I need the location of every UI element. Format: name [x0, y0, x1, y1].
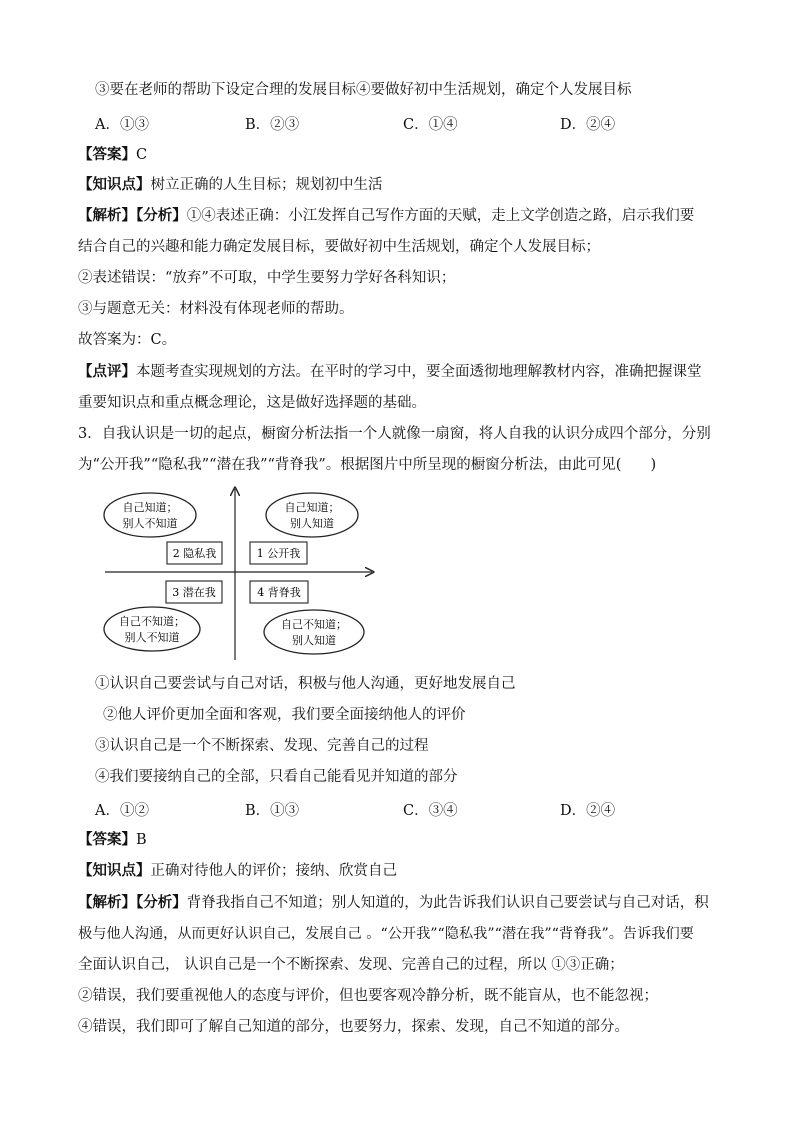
box-private-self [167, 542, 222, 564]
q3-answer [78, 830, 147, 850]
box-back-label: 4 背脊我 [257, 586, 301, 599]
ellipse-top-left [104, 493, 196, 537]
q3-knowledge-point [78, 861, 397, 881]
q2-analysis-line-1 [78, 206, 694, 226]
q3-analysis-line-3: 全面认识自己， 认识自己是一个不断探索、发现、完善自己的过程，所以 ①③正确； [78, 957, 624, 973]
answer-value: C [136, 147, 148, 163]
q3-statement-4: ④我们要接纳自己的全部，只看自己能看见并知道的部分 [95, 769, 458, 785]
box-back-self [250, 581, 308, 603]
q3-statement-1: ①认识自己要尝试与自己对话，积极与他人沟通，更好地发展自己 [95, 676, 516, 692]
ellipse-bottom-right [264, 610, 364, 654]
ellipse-bottom-left [104, 607, 200, 651]
ellipse-top-left-line-1: 自己知道； [122, 501, 178, 514]
ellipse-top-right [266, 493, 358, 537]
ellipse-bottom-left-line-1: 自己不知道； [119, 615, 185, 628]
q3-statement-2: ②他人评价更加全面和客观，我们要全面接纳他人的评价 [103, 707, 466, 723]
statement-3-4: ③要在老师的帮助下设定合理的发展目标④要做好初中生活规划，确定个人发展目标 [95, 82, 632, 98]
ellipse-bottom-right-line-1: 自己不知道； [281, 618, 347, 631]
analysis-tag: 【解析】【分析】 [78, 894, 187, 911]
q2-analysis-line-2: 结合自己的兴趣和能力确定发展目标，要做好初中生活规划，确定个人发展目标； [78, 239, 600, 255]
q2-conclusion: 故答案为：C。 [78, 332, 177, 348]
answer-tag: 【答案】 [78, 146, 136, 163]
q3-analysis-line-1 [78, 893, 709, 913]
q2-analysis-line-3: ②表述错误：“放弃”不可取，中学生要努力学好各科知识； [78, 270, 456, 286]
q3-option-a[interactable]: A．①② [95, 803, 149, 819]
q2-option-b[interactable]: B．②③ [245, 117, 300, 133]
ellipse-bottom-left-line-2: 别人不知道 [124, 631, 180, 644]
q2-analysis-line-4: ③与题意无关：材料没有体现老师的帮助。 [78, 301, 354, 317]
q3-option-b[interactable]: B．①③ [245, 803, 300, 819]
q3-option-c[interactable]: C．③④ [403, 803, 458, 819]
ellipse-top-right-line-2: 别人知道 [290, 517, 334, 530]
box-public-label: 1 公开我 [256, 547, 301, 560]
q3-stem-line-1: 3．自我认识是一切的起点，橱窗分析法指一个人就像一扇窗，将人自我的认识分成四个部分，分别 [78, 426, 711, 442]
q3-analysis-line-4: ②错误，我们要重视他人的态度与评价，但也要客观冷静分析，既不能盲从，也不能忽视； [78, 988, 658, 1004]
knowledge-tag: 【知识点】 [78, 176, 151, 193]
q2-comment-line-1 [78, 362, 702, 382]
analysis-tag: 【解析】【分析】 [78, 207, 187, 224]
q3-statement-3: ③认识自己是一个不断探索、发现、完善自己的过程 [95, 738, 429, 754]
q2-option-c[interactable]: C．①④ [403, 117, 458, 133]
analysis-text: ①④表述正确：小江发挥自己写作方面的天赋，走上文学创造之路，启示我们要 [186, 208, 695, 224]
q2-comment-line-2: 重要知识点和重点概念理论，这是做好选择题的基础。 [78, 395, 426, 411]
box-latent-self [166, 581, 222, 603]
answer-value: B [136, 832, 147, 848]
q2-answer [78, 145, 147, 165]
johari-window-diagram [100, 485, 380, 665]
comment-text: 本题考查实现规划的方法。在平时的学习中，要全面透彻地理解教材内容，准确把握课堂 [136, 364, 702, 380]
answer-tag: 【答案】 [78, 831, 136, 848]
knowledge-text: 树立正确的人生目标；规划初中生活 [150, 177, 383, 193]
q2-option-a[interactable]: A．①③ [95, 117, 149, 133]
box-public-self [250, 542, 307, 564]
ellipse-bottom-right-line-2: 别人知道 [292, 634, 336, 647]
comment-tag: 【点评】 [78, 363, 136, 380]
q3-analysis-line-2: 极与他人沟通，从而更好认识自己，发展自己 。“公开我”“隐私我”“潜在我”“背脊我”。告诉我们要 [78, 926, 694, 942]
q2-knowledge-point [78, 175, 383, 195]
q2-option-d[interactable]: D．②④ [560, 117, 616, 133]
box-private-label: 2 隐私我 [172, 547, 217, 560]
q3-option-d[interactable]: D．②④ [560, 803, 616, 819]
q3-analysis-line-5: ④错误，我们即可了解自己知道的部分，也要努力，探索、发现，自己不知道的部分。 [78, 1019, 629, 1035]
box-latent-label: 3 潜在我 [172, 586, 216, 599]
q3-stem-line-2: 为“公开我”“隐私我”“潜在我”“背脊我”。根据图片中所呈现的橱窗分析法，由此可见( ) [78, 457, 657, 473]
ellipse-top-right-line-1: 自己知道； [284, 501, 340, 514]
knowledge-text: 正确对待他人的评价；接纳、欣赏自己 [150, 863, 397, 879]
ellipse-top-left-line-2: 别人不知道 [122, 517, 178, 530]
analysis-text: 背脊我指自己不知道；别人知道的，为此告诉我们认识自己要尝试与自己对话，积 [186, 895, 709, 911]
knowledge-tag: 【知识点】 [78, 862, 151, 879]
